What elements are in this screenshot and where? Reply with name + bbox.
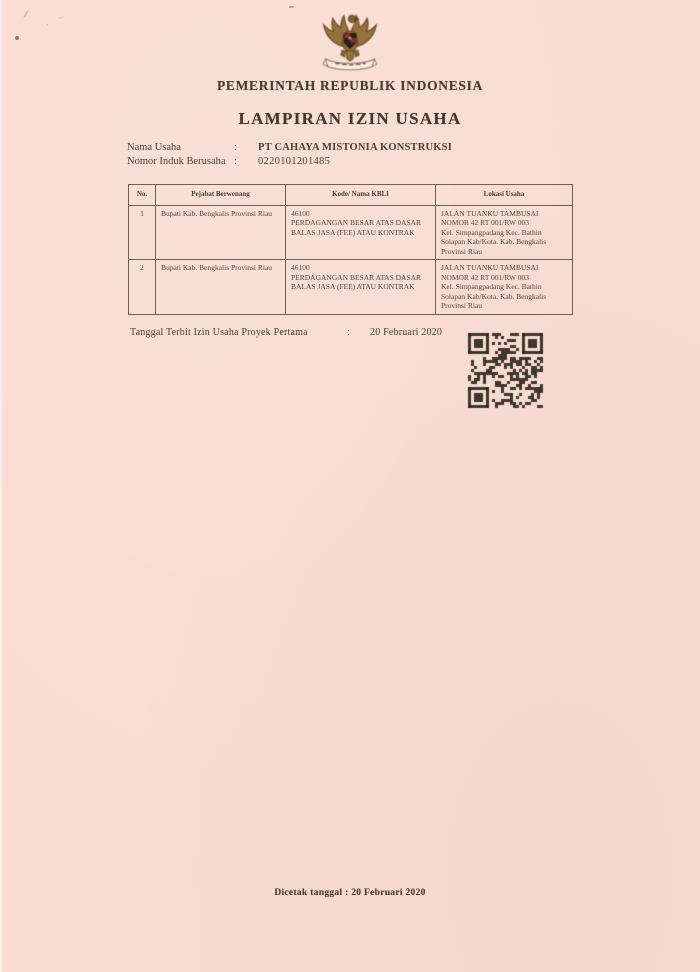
business-info-block <box>127 141 557 168</box>
pejabat-cell: Bupati Kab. Bengkalis Provinsi Riau <box>156 205 286 260</box>
pejabat-cell: Bupati Kab. Bengkalis Provinsi Riau <box>156 260 286 315</box>
kbli-name: PERDAGANGAN BESAR ATAS DASAR BALAS JASA (FEE) ATAU KONTRAK <box>291 272 422 291</box>
scan-speck <box>58 16 64 19</box>
kbli-name: PERDAGANGAN BESAR ATAS DASAR BALAS JASA (FEE) ATAU KONTRAK <box>291 218 422 237</box>
business-name-row <box>127 141 557 155</box>
lokasi-line: JALAN TUANKU TAMBUSAI <box>441 208 539 218</box>
kbli-cell <box>286 260 436 315</box>
issue-date-label: Tanggal Terbit Izin Usaha Proyek Pertama <box>130 327 308 338</box>
nib-value: 0220101201485 <box>258 155 331 167</box>
separator-colon: : <box>234 142 237 153</box>
kbli-cell <box>286 205 436 260</box>
business-name-label: Nama Usaha <box>127 142 181 153</box>
table-header-row <box>129 185 573 206</box>
row-number: 1 <box>129 205 156 260</box>
header-pejabat-berwenang: Pejabat Berwenang <box>156 185 286 206</box>
lokasi-cell <box>436 260 573 315</box>
document-title: LAMPIRAN IZIN USAHA <box>238 109 462 128</box>
separator-colon: : <box>234 155 237 167</box>
lokasi-line: NOMOR 42 RT 001/RW 003 <box>441 272 530 282</box>
business-name-value: PT CAHAYA MISTONIA KONSTRUKSI <box>258 142 452 153</box>
lokasi-line: NOMOR 42 RT 001/RW 003 <box>441 218 530 227</box>
header-no: No. <box>129 185 156 206</box>
header-lokasi-usaha: Lokasi Usaha <box>436 185 573 206</box>
scan-speck <box>289 6 294 8</box>
table-row <box>129 260 573 315</box>
kbli-code: 46100 <box>291 263 310 272</box>
issue-date-value: 20 Februari 2020 <box>370 327 443 338</box>
kbli-code: 46100 <box>291 208 310 218</box>
lokasi-line: Solapan Kab/Kota. Kab. Bengkalis <box>441 291 547 301</box>
nib-label: Nomor Induk Berusaha <box>127 155 226 167</box>
lokasi-line: Kel. Simpangpadang Kec. Bathin <box>441 282 542 291</box>
qr-code <box>464 329 548 413</box>
row-number: 2 <box>129 260 156 315</box>
lokasi-line: Provinsi Riau <box>441 301 483 310</box>
scan-speck <box>46 24 48 26</box>
lokasi-line: JALAN TUANKU TAMBUSAI <box>441 263 539 272</box>
nib-row <box>127 155 557 169</box>
lokasi-line: Kel. Simpangpadang Kec. Bathin <box>441 227 542 237</box>
government-header: PEMERINTAH REPUBLIK INDONESIA <box>216 78 484 93</box>
header-kode-nama-kbli: Kode/ Nama KBLI <box>286 185 436 206</box>
table-row <box>129 205 573 260</box>
scan-speck <box>23 10 29 18</box>
printed-date: Dicetak tanggal : 20 Februari 2020 <box>274 888 426 898</box>
lokasi-cell <box>436 205 573 260</box>
separator-colon: : <box>347 327 350 338</box>
lokasi-line: Provinsi Riau <box>441 246 483 256</box>
license-table <box>128 184 573 315</box>
lokasi-line: Solapan Kab/Kota. Kab. Bengkalis <box>441 237 547 246</box>
scan-speck <box>15 36 19 40</box>
garuda-pancasila-emblem <box>316 9 384 75</box>
